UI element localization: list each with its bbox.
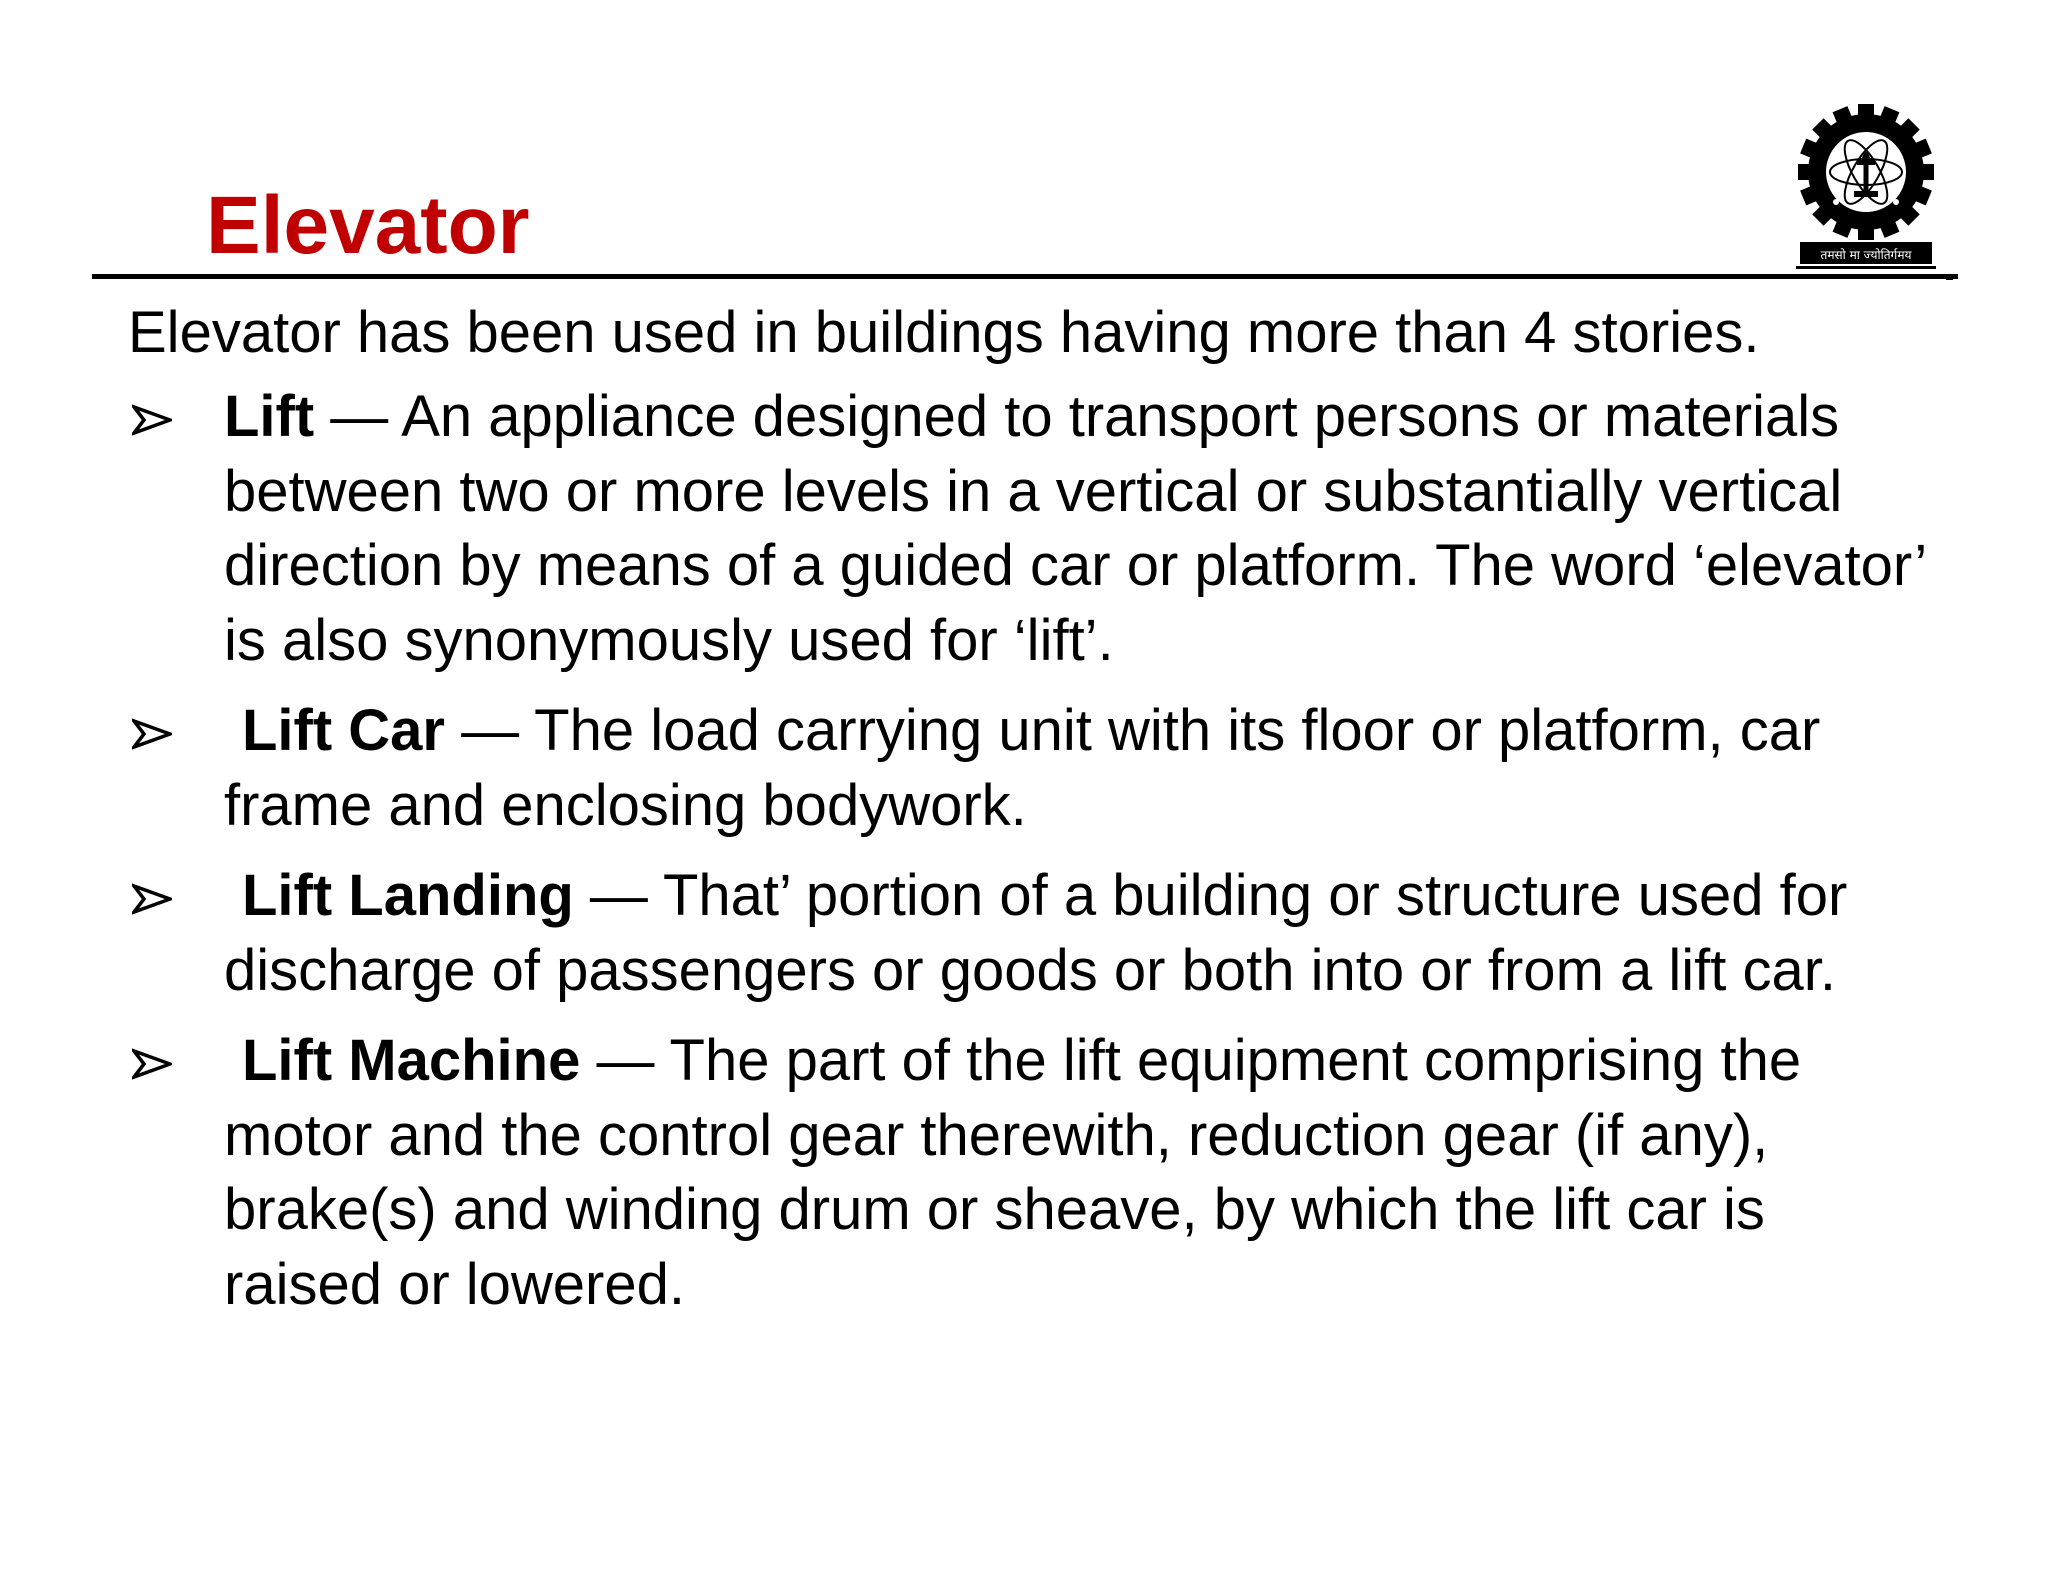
term-label: Lift Landing	[242, 863, 574, 928]
list-item-lift	[128, 380, 1928, 678]
arrowhead-bullet-icon	[132, 883, 172, 915]
arrowhead-bullet-icon	[132, 1048, 172, 1080]
term-description: — An appliance designed to transport persons or materials between two or more levels in a vertical or substantially vertical direction by means of a guided car or platform. The word ‘elevator’ is also synonymously used for ‘lift’.	[224, 384, 1926, 673]
definition-list	[128, 380, 1928, 1338]
intro-text: Elevator has been used in buildings having more than 4 stories.	[128, 300, 1760, 365]
list-item-lift-landing	[128, 859, 1928, 1008]
slide-title: Elevator	[206, 180, 530, 271]
nit-calicut-logo	[1790, 102, 1942, 274]
list-item-lift-machine	[128, 1024, 1928, 1322]
arrowhead-bullet-icon	[132, 404, 172, 436]
term-description: — That’ portion of a building or structure used for discharge of passengers or goods or both into or from a lift car.	[224, 863, 1848, 1003]
term-label: Lift	[224, 384, 315, 449]
term-label: Lift Machine	[242, 1028, 581, 1093]
arrowhead-bullet-icon	[132, 718, 172, 750]
title-underline-end	[1946, 274, 1953, 280]
list-item-lift-car	[128, 694, 1928, 843]
title-underline	[92, 274, 1958, 279]
term-description: — The load carrying unit with its floor or platform, car frame and enclosing bodywork.	[224, 698, 1821, 838]
term-description: — The part of the lift equipment comprising the motor and the control gear therewith, reduction gear (if any), brake(s) and winding drum or sheave, by which the lift car is raised or lowered.	[224, 1028, 1802, 1317]
logo-motto: तमसो मा ज्योतिर्गमय	[1820, 248, 1912, 262]
term-label: Lift Car	[242, 698, 445, 763]
